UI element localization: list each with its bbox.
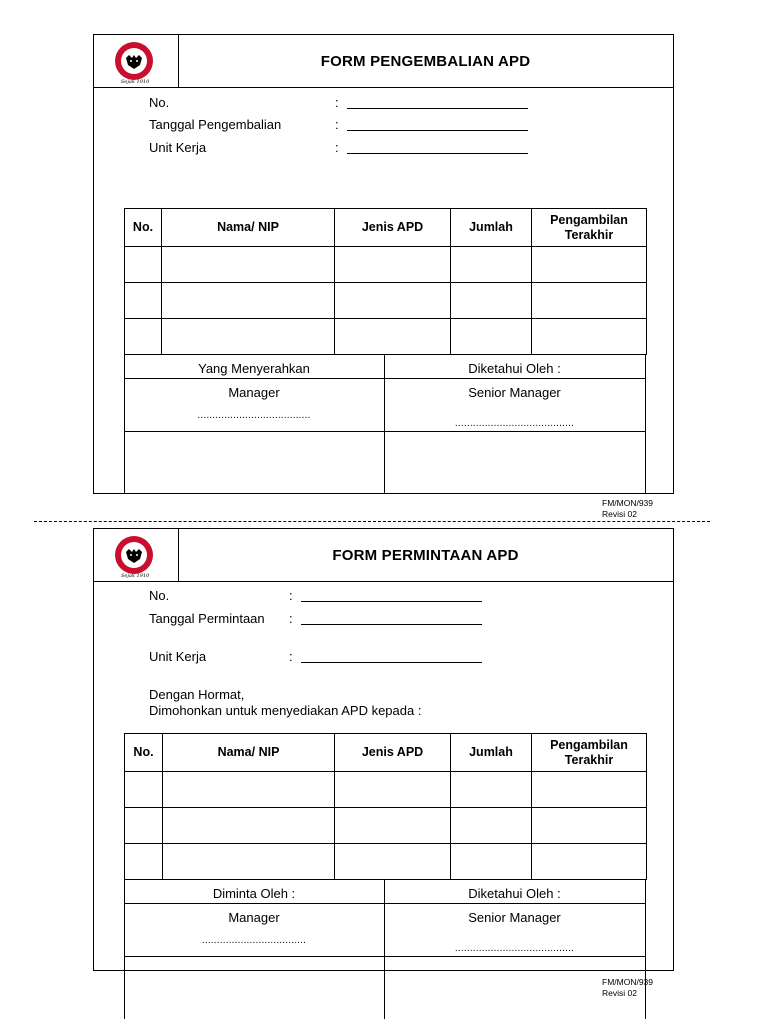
table-cell[interactable] — [163, 844, 335, 880]
unit-kerja-input-line[interactable] — [347, 153, 528, 154]
table-cell[interactable] — [451, 247, 532, 283]
company-logo-icon — [114, 41, 154, 81]
table-cell[interactable] — [125, 808, 163, 844]
no-input-line[interactable] — [347, 108, 528, 109]
unit-kerja-input-line[interactable] — [301, 662, 482, 663]
logo-cell — [94, 35, 179, 87]
table-row — [125, 808, 647, 844]
field-label-unit-kerja: Unit Kerja — [149, 140, 207, 155]
field-colon: : — [335, 140, 339, 155]
form-revision-text: Revisi 02 — [602, 509, 637, 519]
signature-right-header: Diketahui Oleh : — [468, 886, 561, 901]
field-label-no: No. — [149, 95, 170, 110]
field-label-tanggal: Tanggal Permintaan — [149, 611, 265, 626]
col-header-nama: Nama/ NIP — [162, 209, 335, 247]
col-header-no: No. — [125, 734, 163, 772]
table-row — [125, 319, 647, 355]
table-cell[interactable] — [125, 772, 163, 808]
form-code — [602, 977, 653, 999]
signature-bottom-line — [124, 431, 646, 432]
signature-left-header: Yang Menyerahkan — [198, 361, 310, 376]
field-colon: : — [335, 95, 339, 110]
signature-left-dots: ................................... — [201, 935, 307, 946]
table-cell[interactable] — [162, 247, 335, 283]
signature-top-line — [124, 879, 646, 880]
table-cell[interactable] — [335, 772, 451, 808]
table-cell[interactable] — [163, 772, 335, 808]
table-cell[interactable] — [532, 319, 647, 355]
form-code-text: FM/MON/939 — [602, 498, 654, 508]
signature-left-role: Manager — [228, 910, 280, 925]
table-cell[interactable] — [125, 844, 163, 880]
col-header-no: No. — [125, 209, 162, 247]
form-code-text: FM/MON/939 — [602, 977, 654, 987]
table-cell[interactable] — [125, 247, 162, 283]
table-cell[interactable] — [162, 319, 335, 355]
table-cell[interactable] — [335, 247, 451, 283]
form-permintaan-header — [93, 528, 674, 582]
table-cell[interactable] — [335, 844, 451, 880]
signature-right-dots: ........................................ — [454, 418, 575, 429]
signature-header-line — [124, 903, 646, 904]
table-row — [125, 772, 647, 808]
field-colon: : — [335, 117, 339, 132]
field-label-unit-kerja: Unit Kerja — [149, 649, 207, 664]
signature-header-line — [124, 378, 646, 379]
table-cell[interactable] — [532, 283, 647, 319]
table-cell[interactable] — [451, 808, 532, 844]
logo-cell — [94, 529, 179, 581]
page-title: FORM PERMINTAAN APD — [332, 546, 519, 564]
request-text: Dimohonkan untuk menyediakan APD kepada : — [149, 703, 422, 718]
form-pengembalian-header — [93, 34, 674, 88]
col-header-jenis: Jenis APD — [335, 734, 451, 772]
table-cell[interactable] — [335, 283, 451, 319]
table-cell[interactable] — [532, 844, 647, 880]
items-table — [124, 208, 647, 355]
table-row — [125, 283, 647, 319]
field-colon: : — [289, 588, 293, 603]
field-label-tanggal: Tanggal Pengembalian — [149, 117, 282, 132]
items-table — [124, 733, 647, 880]
signature-bottom-line — [124, 956, 646, 957]
signature-right-role: Senior Manager — [468, 385, 561, 400]
field-colon: : — [289, 649, 293, 664]
signature-right-dots: ........................................ — [454, 943, 575, 954]
signature-left-dots: ...................................... — [197, 410, 311, 421]
signature-right-header: Diketahui Oleh : — [468, 361, 561, 376]
col-header-nama: Nama/ NIP — [163, 734, 335, 772]
form-code — [602, 498, 653, 520]
table-cell[interactable] — [335, 319, 451, 355]
col-header-jumlah: Jumlah — [451, 734, 532, 772]
table-cell[interactable] — [532, 808, 647, 844]
field-label-no: No. — [149, 588, 170, 603]
signature-left-role: Manager — [228, 385, 280, 400]
signature-right-border — [645, 354, 646, 494]
table-cell[interactable] — [532, 247, 647, 283]
field-colon: : — [289, 611, 293, 626]
page-title: FORM PENGEMBALIAN APD — [320, 52, 531, 70]
logo-tagline: Sejak 1910 — [121, 573, 150, 579]
form-revision-text: Revisi 02 — [602, 988, 637, 998]
cut-line — [34, 521, 710, 522]
col-header-jumlah: Jumlah — [451, 209, 532, 247]
tanggal-input-line[interactable] — [347, 130, 528, 131]
col-header-pengambilan: Pengambilan Terakhir — [532, 209, 647, 247]
signature-right-role: Senior Manager — [468, 910, 561, 925]
company-logo-icon — [114, 535, 154, 575]
no-input-line[interactable] — [301, 601, 482, 602]
table-cell[interactable] — [451, 319, 532, 355]
signature-top-line — [124, 354, 646, 355]
logo-tagline: Sejak 1910 — [121, 79, 150, 85]
table-cell[interactable] — [125, 283, 162, 319]
greeting-text: Dengan Hormat, — [149, 687, 245, 702]
table-cell[interactable] — [335, 808, 451, 844]
signature-left-header: Diminta Oleh : — [212, 886, 296, 901]
table-cell[interactable] — [451, 283, 532, 319]
table-cell[interactable] — [532, 772, 647, 808]
table-cell[interactable] — [162, 283, 335, 319]
table-row — [125, 844, 647, 880]
table-row — [125, 247, 647, 283]
table-cell[interactable] — [451, 772, 532, 808]
table-cell[interactable] — [163, 808, 335, 844]
table-cell[interactable] — [125, 319, 162, 355]
col-header-pengambilan: Pengambilan Terakhir — [532, 734, 647, 772]
col-header-jenis: Jenis APD — [335, 209, 451, 247]
table-cell[interactable] — [451, 844, 532, 880]
tanggal-input-line[interactable] — [301, 624, 482, 625]
